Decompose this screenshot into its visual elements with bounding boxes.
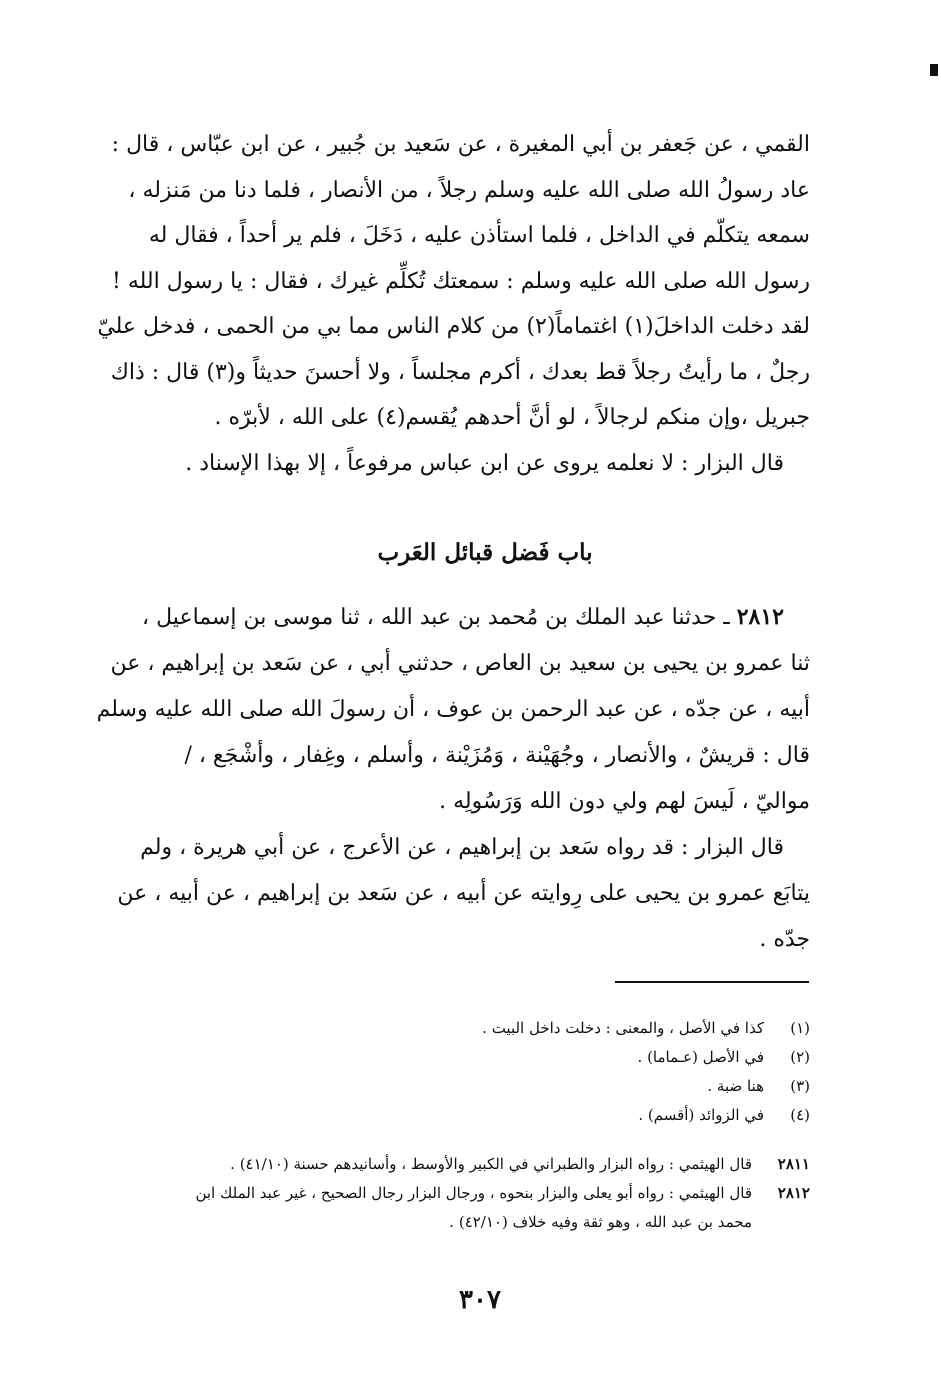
text-line: ـ حدثنا عبد الملك بن مُحمد بن عبد الله ، ثنا موسى بن إسماعيل ، [142,605,730,630]
footnote [160,1101,810,1130]
text-line: رسول الله صلى الله عليه وسلم : سمعتك تُكلِّم غيرك ، فقال : يا رسول الله ! [112,268,810,294]
footnotes [160,1014,810,1130]
text-line: رجلٌ ، ما رأيتُ رجلاً قط بعدك ، أكرم مجلساً ، ولا أحسنَ حديثاً و(٣) قال : ذاك [110,359,810,385]
text-line: قال : قريشٌ ، والأنصار ، وجُهَيْنة ، وَمُزَيْنة ، وأسلم ، وغِفار ، وأشْجَع ، / [184,743,810,768]
bazzar-note: قال البزار : لا نعلمه يروى عن ابن عباس مرفوعاً ، إلا بهذا الإسناد . [185,450,784,476]
text-line: عاد رسولُ الله صلى الله عليه وسلم رجلاً ، من الأنصار ، فلما دنا من مَنزله ، [128,177,810,203]
footnote-number: (٤) [790,1106,810,1124]
hadith-block [96,594,810,963]
main-text-block [97,122,810,486]
footnote-number: (٣) [790,1077,810,1095]
footnote [160,1014,810,1043]
footnote-text: في الأصل (عـماما) . [637,1048,764,1066]
bazzar-line: يتابَع عمرو بن يحيى على رِوايته عن أبيه ، عن سَعد بن إبراهيم ، عن أبيه ، عن [117,881,810,906]
text-line: مواليّ ، لَيسَ لهم ولي دون الله وَرَسُولِه . [439,789,810,814]
hadith-first-line [142,594,810,641]
bazzar-line: قال البزار : قد رواه سَعد بن إبراهيم ، عن الأعرج ، عن أبي هريرة ، ولم [140,835,784,860]
note-number: ٢٨١٢ [777,1184,810,1202]
footnote-number: (١) [790,1019,810,1037]
footnote-text: في الزوائد (أقسم) . [638,1106,764,1124]
footnote-text: كذا في الأصل ، والمعنى : دخلت داخل البيت . [482,1019,764,1037]
scan-edge-mark [930,64,938,76]
chapter-heading: باب فَضل قبائل العَرب [377,539,593,566]
footnote-separator [615,981,809,983]
footnote [160,1043,810,1072]
hadith-note [160,1179,810,1237]
footnote-number: (٢) [790,1048,810,1066]
text-line: ثنا عمرو بن يحيى بن سعيد بن العاص ، حدثني أبي ، عن سَعد بن إبراهيم ، عن [110,651,810,676]
footnote [160,1072,810,1101]
text-line: سمعه يتكلّم في الداخل ، فلما استأذن عليه ، دَخَلَ ، فلم ير أحداً ، فقال له [148,223,810,248]
note-text: قال الهيثمي : رواه أبو يعلى والبزار بنحوه ، ورجال البزار رجال الصحيح ، غير عبد الملك ابن محمد بن عبد الله ، وهو ثقة وفيه خلاف (٤٢/١٠) . [195,1184,752,1231]
hadith-note [160,1150,810,1179]
text-line: أبيه ، عن جدّه ، عن عبد الرحمن بن عوف ، أن رسولَ الله صلى الله عليه وسلم [96,697,810,722]
page-number: ٣٠٧ [459,1285,501,1315]
text-line: جبريل ،وإن منكم لرجالاً ، لو أنَّ أحدهم يُقسم(٤) على الله ، لأبرّه . [214,405,810,430]
hadith-number: ٢٨١٢ [736,604,784,630]
hadith-notes [160,1150,810,1237]
text-line: القمي ، عن جَعفر بن أبي المغيرة ، عن سَعيد بن جُبير ، عن ابن عبّاس ، قال : [111,132,810,157]
footnote-text: هنا ضبة . [707,1077,764,1095]
note-text: قال الهيثمي : رواه البزار والطبراني في الكبير والأوسط ، وأسانيدهم حسنة (٤١/١٠) . [230,1155,752,1173]
bazzar-line: جدّه . [759,927,810,952]
text-line: لقد دخلت الداخلَ(١) اغتماماً(٢) من كلام الناس مما بي من الحمى ، فدخل عليّ [97,314,810,339]
note-number: ٢٨١١ [777,1155,810,1173]
